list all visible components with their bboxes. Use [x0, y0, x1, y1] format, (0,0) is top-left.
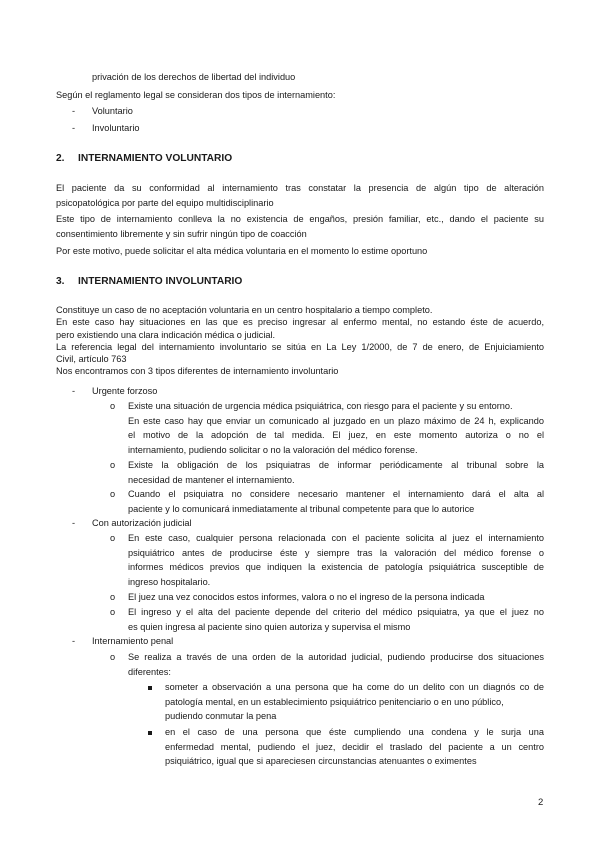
square-bullet [148, 731, 152, 735]
page-number: 2 [538, 797, 544, 808]
text-line: paciente y lo comunicará inmediatamente al tribunal competente para que lo autorice [128, 503, 475, 514]
section-2-heading [56, 152, 232, 166]
text-line: psiquiátrico antes de producirse éste y siempre tras la valoración del médico forense o [128, 547, 544, 558]
text-line: necesidad de mantener el internamiento. [128, 474, 295, 485]
urgente-label: Urgente forzoso [92, 386, 158, 396]
judicial-label: Con autorización judicial [92, 518, 192, 528]
text-line: en el caso de una persona que éste cumpliendo una condena y le surja una [165, 727, 544, 737]
section-2-paragraph [56, 212, 544, 242]
section-3-number: 3. [56, 276, 65, 287]
section-3-heading [56, 275, 242, 289]
text-line: internamiento, pudiendo solicitar o no la valoración del médico forense. [128, 444, 418, 455]
text-line: El juez una vez conocidos estos informes, valora o no el ingreso de la persona indicada [128, 592, 485, 602]
judicial-item [128, 605, 544, 634]
penal-item [128, 650, 544, 679]
urgente-item [128, 487, 544, 516]
section-2-paragraph [56, 244, 544, 259]
text-line: psiquiátrico, igual que si apareciesen circunstancias atenuantes o eximentes [165, 756, 477, 767]
text-line: Existe la obligación de los psiquiatras de informar periódicamente al tribunal sobre la [128, 460, 544, 470]
text-line: En este caso hay situaciones en las que es preciso ingresar al enfermo mental, no estando éste de acuerdo, [56, 317, 544, 328]
text-line: someter a observación a una persona que ha come do un delito con un diagnós co de [165, 682, 544, 692]
dash-bullet: - [72, 123, 76, 133]
text-line: psicopatológica por parte del equipo multidisciplinario [56, 198, 274, 208]
text-line: Civil, artículo 763 [56, 354, 127, 365]
text-line: ingreso hospitalario. [128, 576, 211, 587]
text-line: pero existiendo una clara indicación médica o judicial. [56, 329, 276, 340]
text-line: el motivo de la adopción de tal medida. El juez, en este momento autoriza o no el [128, 430, 544, 441]
circle-bullet: o [110, 533, 116, 543]
text-line: diferentes: [128, 666, 171, 677]
text-line: Se realiza a través de una orden de la autoridad judicial, pudiendo producirse dos situaciones [128, 652, 544, 662]
intro-continuation: privación de los derechos de libertad del individuo [92, 72, 296, 82]
section-2-title: INTERNAMIENTO VOLUNTARIO [78, 153, 233, 164]
dash-bullet: - [72, 518, 76, 528]
urgente-item [128, 458, 544, 487]
urgente-item [128, 399, 544, 457]
section-2-paragraph [56, 181, 544, 211]
circle-bullet: o [110, 607, 116, 617]
text-line: es quien ingresa al paciente sino quien autoriza y supervisa el mismo [128, 621, 411, 632]
penal-subitem [165, 680, 544, 724]
text-line: Existe una situación de urgencia médica psiquiátrica, con riesgo para el paciente y su entorno. [128, 401, 513, 411]
type-involuntario: Involuntario [92, 123, 140, 133]
dash-bullet: - [72, 386, 76, 396]
section-3-title: INTERNAMIENTO INVOLUNTARIO [78, 276, 243, 287]
text-line: El paciente da su conformidad al internamiento tras constatar la presencia de algún tipo de alteración [56, 183, 544, 193]
judicial-item [128, 590, 544, 605]
text-line: pudiendo conmutar la pena [165, 711, 277, 722]
intro-lead: Según el reglamento legal se consideran dos tipos de internamiento: [56, 90, 336, 100]
circle-bullet: o [110, 652, 116, 662]
circle-bullet: o [110, 489, 116, 499]
circle-bullet: o [110, 460, 116, 470]
text-line: En este caso hay que enviar un comunicado al juzgado en un plazo máximo de 24 h, explicando [128, 415, 544, 426]
text-line: En este caso, cualquier persona relacionada con el paciente solicita al juez el internamiento [128, 533, 544, 543]
text-line: Cuando el psiquiatra no considere necesario mantener el internamiento dará el alta al [128, 489, 544, 499]
dash-bullet: - [72, 636, 76, 646]
penal-subitem [165, 725, 544, 769]
text-line: informes médicos previos que indiquen la existencia de patología psiquiátrica susceptible de [128, 562, 544, 573]
text-line: Constituye un caso de no aceptación voluntaria en un centro hospitalario a tiempo completo. [56, 305, 433, 315]
type-voluntario: Voluntario [92, 106, 133, 116]
circle-bullet: o [110, 401, 116, 411]
section-3-intro [56, 304, 544, 378]
text-line: Nos encontramos con 3 tipos diferentes de internamiento involuntario [56, 366, 339, 377]
judicial-item [128, 531, 544, 589]
text-line: Por este motivo, puede solicitar el alta médica voluntaria en el momento lo estime oportuno [56, 246, 428, 256]
text-line: patología mental, en un establecimiento psiquiátrico penitenciario o en uno público, [165, 696, 504, 707]
dash-bullet: - [72, 106, 76, 116]
circle-bullet: o [110, 592, 116, 602]
text-line: Este tipo de internamiento conlleva la no existencia de engaños, presión familiar, etc., dando el paciente su [56, 214, 544, 224]
text-line: enfermedad mental, pudiendo el juez, decidir el traslado del paciente a un centro [165, 741, 544, 752]
text-line: La referencia legal del internamiento involuntario se sitúa en La Ley 1/2000, de 7 de enero, de Enjuiciamiento [56, 341, 544, 352]
square-bullet [148, 686, 152, 690]
penal-label: Internamiento penal [92, 636, 174, 646]
text-line: El ingreso y el alta del paciente depende del criterio del médico psiquiatra, ya que el juez no [128, 607, 544, 617]
section-2-number: 2. [56, 153, 65, 164]
text-line: consentimiento libremente y sin sufrir ningún tipo de coacción [56, 229, 307, 239]
